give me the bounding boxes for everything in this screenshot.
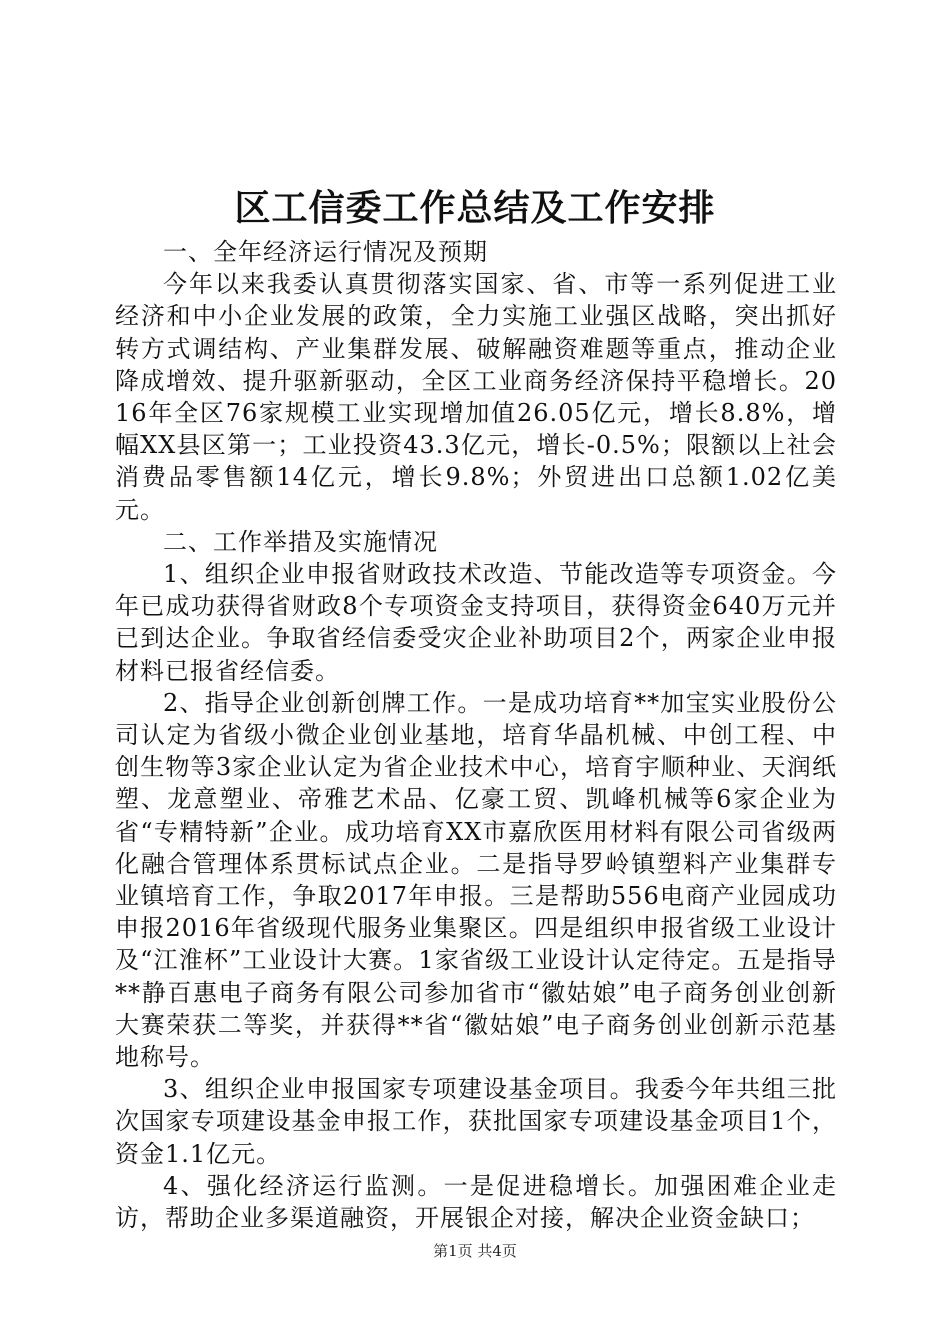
section-heading-2: 二、工作举措及实施情况: [163, 527, 438, 556]
paragraph-item-2: 2、指导企业创新创牌工作。一是成功培育**加宝实业股份公司认定为省级小微企业创业基地，培育华晶机械、中创工程、中创生物等3家企业认定为省企业技术中心，培育宇顺种业、天润纸塑、龙意塑业、帝雅艺术品、亿豪工贸、凯峰机械等6家企业为省“专精特新”企业。成功培育XX市嘉欣医用材料有限公司省级两化融合管理体系贯标试点企业。二是指导罗岭镇塑料产业集群专业镇培育工作，争取2017年申报。三是帮助556电商产业园成功申报2016年省级现代服务业集聚区。四是组织申报省级工业设计及“江淮杯”工业设计大赛。1家省级工业设计认定待定。五是指导**静百惠电子商务有限公司参加省市“徽姑娘”电子商务创业创新大赛荣获二等奖，并获得**省“徽姑娘”电子商务创业创新示范基地称号。: [115, 688, 837, 1072]
document-title: 区工信委工作总结及工作安排: [234, 187, 716, 229]
paragraph-item-3: 3、组织企业申报国家专项建设基金项目。我委今年共组三批次国家专项建设基金申报工作，获批国家专项建设基金项目1个，资金1.1亿元。: [115, 1075, 837, 1168]
section-heading-1: 一、全年经济运行情况及预期: [163, 238, 488, 266]
paragraph-item-4: 4、强化经济运行监测。一是促进稳增长。加强困难企业走访，帮助企业多渠道融资，开展银企对接，解决企业资金缺口；: [115, 1171, 837, 1233]
page-number-footer: 第1页 共4页: [433, 1242, 517, 1260]
document-body: [115, 236, 837, 1234]
paragraph-economy-overview: 今年以来我委认真贯彻落实国家、省、市等一系列促进工业经济和中小企业发展的政策，全力实施工业强区战略，突出抓好转方式调结构、产业集群发展、破解融资难题等重点，推动企业降成增效、提升驱新驱动，全区工业商务经济保持平稳增长。2016年全区76家规模工业实现增加值26.05亿元，增长8.8%，增幅XX县区第一；工业投资43.3亿元，增长-0.5%；限额以上社会消费品零售额14亿元，增长9.8%；外贸进出口总额1.02亿美元。: [115, 270, 837, 524]
paragraph-item-1: 1、组织企业申报省财政技术改造、节能改造等专项资金。今年已成功获得省财政8个专项资金支持项目，获得资金640万元并已到达企业。争取省经信委受灾企业补助项目2个，两家企业申报材料已报省经信委。: [115, 560, 837, 685]
